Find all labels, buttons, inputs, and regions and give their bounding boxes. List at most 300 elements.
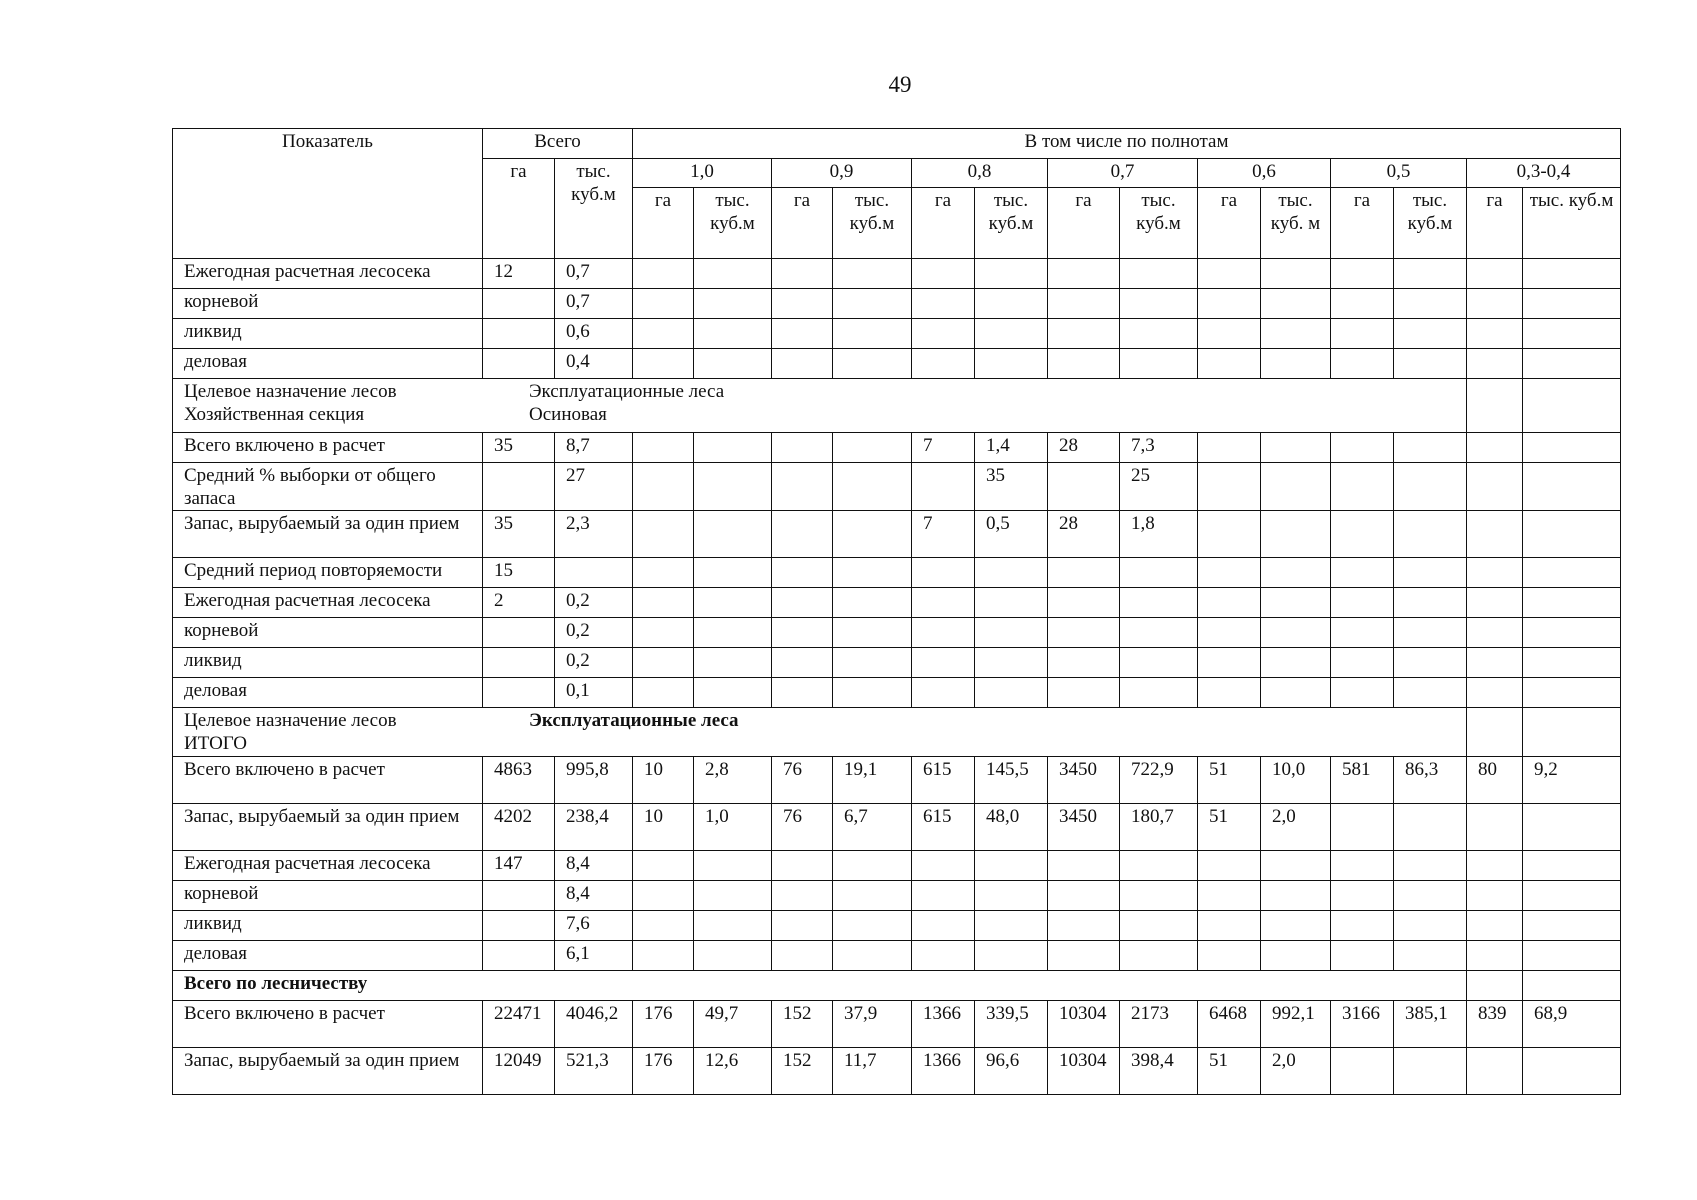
purpose-value: Эксплуатационные леса <box>529 381 725 402</box>
table-cell: 22471 <box>483 1001 555 1048</box>
table-cell: 176 <box>633 1001 694 1048</box>
table-cell <box>1261 588 1331 618</box>
table-cell <box>1261 881 1331 911</box>
table-cell <box>694 648 772 678</box>
row-label: Всего включено в расчет <box>173 1001 483 1048</box>
purpose-value: Эксплуатационные леса <box>529 710 739 731</box>
row-label: корневой <box>173 618 483 648</box>
table-cell <box>1523 558 1621 588</box>
table-cell <box>1261 678 1331 708</box>
table-cell <box>1048 851 1120 881</box>
table-cell <box>833 618 912 648</box>
table-cell <box>1331 588 1394 618</box>
table-cell: 28 <box>1048 511 1120 558</box>
table-cell <box>772 463 833 511</box>
table-cell <box>1261 433 1331 463</box>
table-cell <box>1467 588 1523 618</box>
table-cell: 51 <box>1198 804 1261 851</box>
table-cell <box>694 911 772 941</box>
section-header-row <box>173 708 1621 757</box>
table-cell <box>483 881 555 911</box>
table-cell <box>1523 851 1621 881</box>
table-cell: 2,8 <box>694 757 772 804</box>
table-cell: 8,7 <box>555 433 633 463</box>
table-cell: 1,8 <box>1120 511 1198 558</box>
table-cell <box>1331 259 1394 289</box>
table-cell: 0,4 <box>555 349 633 379</box>
row-label: Запас, вырубаемый за один прием <box>173 1048 483 1095</box>
table-cell: 80 <box>1467 757 1523 804</box>
row-label: Средний % выборки от общего запаса <box>173 463 483 511</box>
header-volume: тыс. куб.м <box>833 188 912 259</box>
table-cell: 7,3 <box>1120 433 1198 463</box>
table-cell <box>1331 319 1394 349</box>
table-cell <box>912 588 975 618</box>
header-ha: га <box>1467 188 1523 259</box>
table-cell <box>483 911 555 941</box>
table-cell <box>1467 618 1523 648</box>
table-cell <box>1467 881 1523 911</box>
table-cell <box>1048 678 1120 708</box>
table-row <box>173 259 1621 289</box>
table-cell: 398,4 <box>1120 1048 1198 1095</box>
table-cell <box>772 511 833 558</box>
table-cell <box>1523 1048 1621 1095</box>
table-row <box>173 804 1621 851</box>
header-volume-split: тыс. куб. м <box>1261 188 1331 259</box>
table-cell <box>633 463 694 511</box>
table-cell <box>1331 558 1394 588</box>
section-value: Осиновая <box>529 404 607 425</box>
table-cell <box>1394 349 1467 379</box>
table-cell: 0,2 <box>555 618 633 648</box>
table-row <box>173 618 1621 648</box>
table-cell <box>1467 678 1523 708</box>
table-cell <box>912 851 975 881</box>
table-row <box>173 511 1621 558</box>
table-row <box>173 851 1621 881</box>
table-cell <box>1331 648 1394 678</box>
table-cell <box>633 349 694 379</box>
table-row <box>173 881 1621 911</box>
section-header <box>173 379 1467 433</box>
table-cell <box>633 911 694 941</box>
table-cell <box>1331 941 1394 971</box>
header-density-1: 1,0 <box>633 159 772 188</box>
header-total-ha: га <box>483 159 555 259</box>
table-row <box>173 433 1621 463</box>
table-cell <box>975 319 1048 349</box>
table-cell <box>1467 558 1523 588</box>
table-cell <box>694 349 772 379</box>
row-label: Запас, вырубаемый за один прием <box>173 511 483 558</box>
table-cell <box>1523 941 1621 971</box>
header-volume: тыс. куб.м <box>975 188 1048 259</box>
row-label: ликвид <box>173 911 483 941</box>
table-cell: 12 <box>483 259 555 289</box>
table-cell: 2173 <box>1120 1001 1198 1048</box>
table-cell <box>975 259 1048 289</box>
table-cell <box>1467 851 1523 881</box>
table-cell <box>1523 289 1621 319</box>
table-cell <box>633 511 694 558</box>
table-cell: 3450 <box>1048 804 1120 851</box>
header-volume: тыс. куб.м <box>694 188 772 259</box>
header-density-4: 0,7 <box>1048 159 1198 188</box>
section-title-row <box>173 971 1621 1001</box>
table-cell: 0,5 <box>975 511 1048 558</box>
table-cell <box>1394 289 1467 319</box>
table-cell <box>912 463 975 511</box>
table-cell <box>1198 349 1261 379</box>
table-cell <box>694 881 772 911</box>
table-cell: 51 <box>1198 1048 1261 1095</box>
table-cell <box>833 463 912 511</box>
table-cell <box>1120 648 1198 678</box>
table-cell <box>772 648 833 678</box>
header-total: Всего <box>483 129 633 159</box>
table-cell <box>694 678 772 708</box>
table-cell <box>1120 618 1198 648</box>
table-cell <box>1523 804 1621 851</box>
table-cell: 8,4 <box>555 881 633 911</box>
table-cell <box>483 463 555 511</box>
header-ha: га <box>1198 188 1261 259</box>
table-cell <box>1523 259 1621 289</box>
table-cell <box>1467 289 1523 319</box>
table-cell <box>833 941 912 971</box>
table-cell <box>1048 648 1120 678</box>
table-cell <box>1331 881 1394 911</box>
header-density-2: 0,9 <box>772 159 912 188</box>
table-cell <box>1198 618 1261 648</box>
table-cell: 2,3 <box>555 511 633 558</box>
header-volume: тыс. куб.м <box>1523 188 1621 259</box>
table-cell <box>1261 511 1331 558</box>
table-cell <box>772 259 833 289</box>
table-cell: 0,7 <box>555 289 633 319</box>
table-cell <box>1523 511 1621 558</box>
page-number: 49 <box>888 72 912 97</box>
table-cell: 48,0 <box>975 804 1048 851</box>
table-row <box>173 941 1621 971</box>
table-cell <box>483 289 555 319</box>
table-cell <box>694 289 772 319</box>
table-cell <box>1261 289 1331 319</box>
table-cell <box>1523 678 1621 708</box>
table-cell <box>1467 804 1523 851</box>
row-label: деловая <box>173 941 483 971</box>
table-cell: 147 <box>483 851 555 881</box>
table-cell: 19,1 <box>833 757 912 804</box>
table-cell <box>912 881 975 911</box>
table-cell: 2 <box>483 588 555 618</box>
table-cell <box>1467 319 1523 349</box>
row-label: деловая <box>173 678 483 708</box>
header-density-7: 0,3-0,4 <box>1467 159 1621 188</box>
table-cell <box>1523 588 1621 618</box>
table-cell <box>1523 618 1621 648</box>
table-cell: 180,7 <box>1120 804 1198 851</box>
table-cell <box>833 588 912 618</box>
table-cell <box>772 319 833 349</box>
table-cell: 96,6 <box>975 1048 1048 1095</box>
table-cell <box>1467 708 1523 757</box>
table-cell: 385,1 <box>1394 1001 1467 1048</box>
table-cell <box>1261 349 1331 379</box>
table-cell <box>912 319 975 349</box>
table-cell: 27 <box>555 463 633 511</box>
table-cell <box>772 349 833 379</box>
table-cell: 992,1 <box>1261 1001 1331 1048</box>
table-cell: 11,7 <box>833 1048 912 1095</box>
table-cell: 86,3 <box>1394 757 1467 804</box>
table-row <box>173 911 1621 941</box>
purpose-label: Целевое назначение лесов <box>184 381 397 402</box>
table-cell <box>833 259 912 289</box>
table-body <box>173 129 1621 1095</box>
table-cell <box>1198 319 1261 349</box>
table-cell: 581 <box>1331 757 1394 804</box>
table-cell <box>975 648 1048 678</box>
table-cell: 145,5 <box>975 757 1048 804</box>
table-cell <box>633 851 694 881</box>
table-cell: 521,3 <box>555 1048 633 1095</box>
table-cell <box>1198 851 1261 881</box>
table-cell <box>1120 851 1198 881</box>
table-cell <box>1120 349 1198 379</box>
table-cell <box>975 881 1048 911</box>
table-cell: 0,1 <box>555 678 633 708</box>
table-cell <box>694 511 772 558</box>
table-cell <box>1261 648 1331 678</box>
table-cell <box>1394 648 1467 678</box>
table-cell <box>633 558 694 588</box>
table-cell <box>1523 971 1621 1001</box>
table-cell: 995,8 <box>555 757 633 804</box>
header-ha: га <box>912 188 975 259</box>
table-cell: 152 <box>772 1048 833 1095</box>
table-cell: 1,4 <box>975 433 1048 463</box>
table-cell <box>975 618 1048 648</box>
table-cell <box>633 433 694 463</box>
table-cell <box>1120 881 1198 911</box>
table-row <box>173 678 1621 708</box>
table-cell <box>1261 259 1331 289</box>
table-cell <box>1261 558 1331 588</box>
table-cell: 3450 <box>1048 757 1120 804</box>
header-density-5: 0,6 <box>1198 159 1331 188</box>
table-cell <box>1198 588 1261 618</box>
row-label: Всего включено в расчет <box>173 433 483 463</box>
table-cell: 0,7 <box>555 259 633 289</box>
section-header <box>173 708 1467 757</box>
table-cell <box>1120 941 1198 971</box>
table-cell <box>1048 349 1120 379</box>
table-cell: 238,4 <box>555 804 633 851</box>
table-cell <box>1048 588 1120 618</box>
table-cell <box>1394 259 1467 289</box>
table-cell <box>694 588 772 618</box>
table-cell <box>975 911 1048 941</box>
table-cell <box>912 259 975 289</box>
row-label: ликвид <box>173 648 483 678</box>
header-ha: га <box>633 188 694 259</box>
table-cell: 0,6 <box>555 319 633 349</box>
table-cell <box>975 558 1048 588</box>
header-total-volume: тыс. куб.м <box>555 159 633 259</box>
table-cell <box>1198 648 1261 678</box>
table-cell: 35 <box>483 433 555 463</box>
table-cell <box>1331 349 1394 379</box>
table-cell <box>1331 511 1394 558</box>
table-cell <box>1048 289 1120 319</box>
table-cell: 339,5 <box>975 1001 1048 1048</box>
table-cell <box>694 941 772 971</box>
row-label: Ежегодная расчетная лесосека <box>173 588 483 618</box>
header-indicator: Показатель <box>173 129 483 259</box>
table-cell <box>1120 289 1198 319</box>
table-cell: 37,9 <box>833 1001 912 1048</box>
table-cell <box>1331 804 1394 851</box>
table-cell <box>833 558 912 588</box>
header-volume: тыс. куб.м <box>1120 188 1198 259</box>
row-label: корневой <box>173 289 483 319</box>
table-row <box>173 757 1621 804</box>
table-cell <box>1467 911 1523 941</box>
table-cell <box>772 881 833 911</box>
table-cell: 51 <box>1198 757 1261 804</box>
header-volume: тыс. куб.м <box>1394 188 1467 259</box>
table-cell <box>483 618 555 648</box>
header-by-density: В том числе по полнотам <box>633 129 1621 159</box>
table-cell <box>1198 941 1261 971</box>
table-cell <box>1394 941 1467 971</box>
table-cell: 722,9 <box>1120 757 1198 804</box>
section-label: Хозяйственная секция <box>184 404 365 425</box>
row-label: корневой <box>173 881 483 911</box>
section-title: Всего по лесничеству <box>173 971 1467 1001</box>
table-cell <box>1120 558 1198 588</box>
table-cell <box>1394 1048 1467 1095</box>
table-cell <box>1523 708 1621 757</box>
table-cell <box>694 259 772 289</box>
table-cell <box>912 618 975 648</box>
table-cell <box>1331 851 1394 881</box>
table-cell <box>1198 463 1261 511</box>
table-cell <box>483 349 555 379</box>
table-cell <box>694 558 772 588</box>
table-cell <box>1198 911 1261 941</box>
table-cell: 10304 <box>1048 1001 1120 1048</box>
table-cell <box>912 289 975 319</box>
table-cell <box>1467 511 1523 558</box>
table-cell <box>1394 558 1467 588</box>
row-label: Ежегодная расчетная лесосека <box>173 259 483 289</box>
table-cell <box>975 349 1048 379</box>
section-label: ИТОГО <box>184 733 248 754</box>
table-cell <box>1198 259 1261 289</box>
table-cell <box>1394 678 1467 708</box>
table-row <box>173 349 1621 379</box>
table-cell <box>1394 319 1467 349</box>
table-cell <box>1261 911 1331 941</box>
table-cell: 68,9 <box>1523 1001 1621 1048</box>
table-cell <box>633 289 694 319</box>
table-cell: 7 <box>912 511 975 558</box>
table-row <box>173 1001 1621 1048</box>
table-cell <box>483 678 555 708</box>
table-cell <box>1120 319 1198 349</box>
table-cell: 1366 <box>912 1001 975 1048</box>
table-cell <box>772 588 833 618</box>
row-label: Средний период повторяемости <box>173 558 483 588</box>
header-ha: га <box>1048 188 1120 259</box>
table-cell <box>833 851 912 881</box>
table-cell: 35 <box>975 463 1048 511</box>
table-cell <box>694 618 772 648</box>
table-cell <box>633 259 694 289</box>
table-cell: 6,1 <box>555 941 633 971</box>
table-cell: 7,6 <box>555 911 633 941</box>
table-cell <box>1048 881 1120 911</box>
table-cell: 4202 <box>483 804 555 851</box>
table-cell <box>1048 941 1120 971</box>
table-cell <box>975 588 1048 618</box>
table-cell: 6,7 <box>833 804 912 851</box>
table-cell <box>1394 588 1467 618</box>
table-cell <box>1394 463 1467 511</box>
table-cell: 76 <box>772 757 833 804</box>
table-cell <box>1467 379 1523 433</box>
table-cell <box>833 678 912 708</box>
table-cell <box>1120 911 1198 941</box>
table-row <box>173 319 1621 349</box>
table-row <box>173 558 1621 588</box>
table-cell: 10 <box>633 804 694 851</box>
table-cell <box>975 851 1048 881</box>
table-cell <box>1261 618 1331 648</box>
table-cell <box>772 851 833 881</box>
table-cell <box>772 433 833 463</box>
table-cell <box>1048 319 1120 349</box>
table-cell: 12049 <box>483 1048 555 1095</box>
table-cell <box>1331 618 1394 648</box>
table-cell <box>1467 259 1523 289</box>
table-cell <box>633 881 694 911</box>
table-row <box>173 648 1621 678</box>
table-cell <box>1394 851 1467 881</box>
table-cell <box>912 911 975 941</box>
table-cell <box>1198 558 1261 588</box>
table-cell: 4863 <box>483 757 555 804</box>
table-cell <box>1467 941 1523 971</box>
table-cell: 28 <box>1048 433 1120 463</box>
table-cell <box>1261 851 1331 881</box>
table-cell <box>1523 433 1621 463</box>
table-cell <box>1120 588 1198 618</box>
table-cell <box>1523 881 1621 911</box>
row-label: Ежегодная расчетная лесосека <box>173 851 483 881</box>
table-cell: 2,0 <box>1261 804 1331 851</box>
table-cell <box>1394 881 1467 911</box>
table-cell: 25 <box>1120 463 1198 511</box>
purpose-label: Целевое назначение лесов <box>184 710 397 731</box>
table-cell <box>1198 678 1261 708</box>
table-cell <box>1394 511 1467 558</box>
table-cell <box>1467 349 1523 379</box>
table-cell <box>1331 1048 1394 1095</box>
